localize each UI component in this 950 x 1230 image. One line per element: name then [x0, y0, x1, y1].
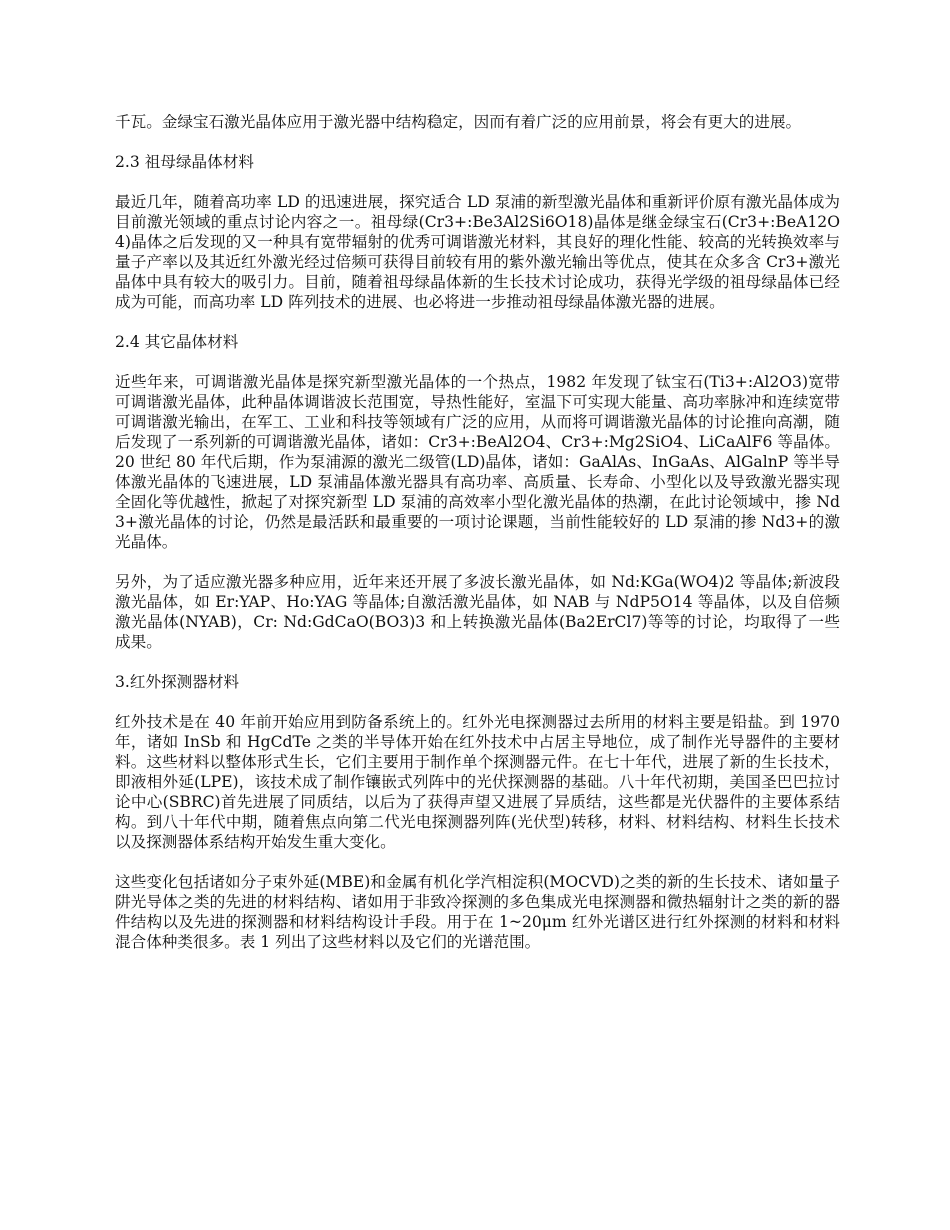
paragraph-infrared-history: 红外技术是在 40 年前开始应用到防备系统上的。红外光电探测器过去所用的材料主要是铅盐。到 1970 年，诸如 InSb 和 HgCdTe 之类的半导体开始在红外技术中占居主导地位，成了制作光导器件的主要材料。这些材料以整体形式生长，它们主要用于制作单个探测器元件。在七十年代，进展了新的生长技术，即液相外延(LPE)，该技术成了制作镶嵌式列阵中的光伏探测器的基础。八十年代初期，美国圣巴巴拉讨论中心(SBRC)首先进展了同质结，以后为了获得声望又进展了异质结，这些都是光伏器件的主要体系结构。到八十年代中期，随着焦点向第二代光电探测器列阵(光伏型)转移，材料、材料结构、材料生长技术以及探测器体系结构开始发生重大变化。 [115, 713, 840, 851]
paragraph-infrared-changes: 这些变化包括诸如分子束外延(MBE)和金属有机化学汽相淀积(MOCVD)之类的新的生长技术、诸如量子阱光导体之类的先进的材料结构、诸如用于非致冷探测的多色集成光电探测器和微热辐射计之类的新的器件结构以及先进的探测器和材料结构设计手段。用于在 1~20μm 红外光谱区进行红外探测的材料和材料混合体种类很多。表 1 列出了这些材料以及它们的光谱范围。 [115, 873, 840, 951]
document-page [115, 112, 840, 972]
paragraph-intro-continuation: 千瓦。金绿宝石激光晶体应用于激光器中结构稳定，因而有着广泛的应用前景，将会有更大的进展。 [115, 113, 802, 131]
section-heading-2-3: 2.3 祖母绿晶体材料 [115, 153, 254, 171]
paragraph-tunable-crystals: 近些年来，可调谐激光晶体是探究新型激光晶体的一个热点，1982 年发现了钛宝石(Ti3+:Al2O3)宽带可调谐激光晶体，此种晶体调谐波长范围宽，导热性能好，室温下可实现大能量、高功率脉冲和连续宽带可调谐激光输出，在军工、工业和科技等领域有广泛的应用，从而将可调谐激光晶体的讨论推向高潮，随后发现了一系列新的可调谐激光晶体，诸如：Cr3+:BeAl2O4、Cr3+:Mg2SiO4、LiCaAlF6 等晶体。20 世纪 80 年代后期，作为泵浦源的激光二级管(LD)晶体，诸如：GaAlAs、InGaAs、AlGalnP 等半导体激光晶体的飞速进展，LD 泵浦晶体激光器具有高功率、高质量、长寿命、小型化以及导致激光器实现全固化等优越性，掀起了对探究新型 LD 泵浦的高效率小型化激光晶体的热潮，在此讨论领域中，掺 Nd3+激光晶体的讨论，仍然是最活跃和最重要的一项讨论课题，当前性能较好的 LD 泵浦的掺 Nd3+的激光晶体。 [115, 373, 840, 551]
paragraph-emerald-crystal: 最近几年，随着高功率 LD 的迅速进展，探究适合 LD 泵浦的新型激光晶体和重新评价原有激光晶体成为目前激光领域的重点讨论内容之一。祖母绿(Cr3+:Be3Al2Si6O18)晶体是继金绿宝石(Cr3+:BeA12O4)晶体之后发现的又一种具有宽带辐射的优秀可调谐激光材料，其良好的理化性能、较高的光转换效率与量子产率以及其近红外激光经过倍频可获得目前较有用的紫外激光输出等优点，使其在众多含 Cr3+激光晶体中具有较大的吸引力。目前，随着祖母绿晶体新的生长技术讨论成功，获得光学级的祖母绿晶体已经成为可能，而高功率 LD 阵列技术的进展、也必将进一步推动祖母绿晶体激光器的进展。 [115, 193, 840, 311]
paragraph-multiwavelength-crystals: 另外，为了适应激光器多种应用，近年来还开展了多波长激光晶体，如 Nd:KGa(WO4)2 等晶体;新波段激光晶体，如 Er:YAP、Ho:YAG 等晶体;自激活激光晶体，如 NAB 与 NdP5O14 等晶体，以及自倍频激光晶体(NYAB)，Cr: Nd:GdCaO(BO3)3 和上转换激光晶体(Ba2ErCl7)等等的讨论，均取得了一些成果。 [115, 573, 840, 651]
section-heading-2-4: 2.4 其它晶体材料 [115, 333, 239, 351]
section-heading-3: 3.红外探测器材料 [115, 673, 240, 691]
